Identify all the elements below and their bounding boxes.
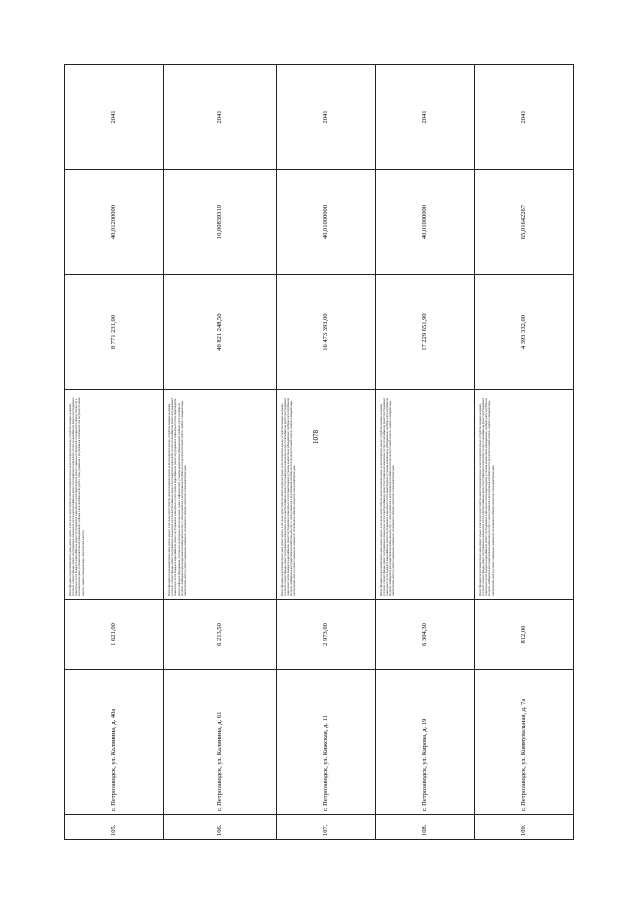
- table-row: [375, 65, 474, 840]
- capital-repair-table: [64, 64, 574, 840]
- area-cell: 6 213,50: [164, 600, 277, 670]
- rate-cell: 40,01000000: [375, 170, 474, 275]
- works-description-cell: Ремонт фундамента многоквартирного дома, ремонт крыши, в том числе переустройство невентилируемой крыши на вентилируемую крышу, устройство выходов на кровлю, утепление и ремонт фасада, ремонт внутридомовых инженерных систем электроснабжения, ремонт внутридомовых инженерных систем теплоснабжения, ремонт внутридомовых инженерных систем холодного водоснабжения, ремонт внутридомовых инженерных систем горячего водоснабжения, ремонт внутридомовых инженерных систем водоотведения, ремонт лифтового оборудования, признанного непригодным для эксплуатации, ремонт лифтовых шахт, установка коллективных (общедомовых) приборов учета потребления ресурсов, необходимых для предоставления коммунальных услуг, и узлов управления и регулирования потребления этих ресурсов (тепловой энергии, горячей и холодной воды, электрической энергии), ремонт подвальных помещений, относящихся к общему имуществу в многоквартирном доме: [164, 390, 277, 600]
- address-cell: г. Петрозаводск, ул. Калинина, д. 61: [164, 670, 277, 815]
- row-number: 106.: [164, 815, 277, 840]
- works-description-cell: Ремонт фундамента многоквартирного дома, ремонт крыши, в том числе переустройство невентилируемой крыши на вентилируемую крышу, устройство выходов на кровлю, утепление и ремонт фасада, ремонт внутридомовых инженерных систем электроснабжения, ремонт внутридомовых инженерных систем теплоснабжения, ремонт внутридомовых инженерных систем холодного водоснабжения, ремонт внутридомовых инженерных систем водоотведения, ремонт подвальных помещений, относящихся к общему имуществу в многоквартирном доме, установка коллективных (общедомовых) приборов учета потребления ресурсов и узлов управления и регулирования потребления этих ресурсов (тепловой энергии, горячей и холодной воды, электрической энергии): [65, 390, 164, 600]
- cost-cell: 17 229 651,90: [375, 275, 474, 390]
- cost-cell: 4 393 332,00: [474, 275, 573, 390]
- table-row: [65, 65, 164, 840]
- area-cell: 812,00: [474, 600, 573, 670]
- table-row: [164, 65, 277, 840]
- rate-cell: 65,01642267: [474, 170, 573, 275]
- table-row: [276, 65, 375, 840]
- address-cell: г. Петрозаводск, ул. Кижская, д. 11: [276, 670, 375, 815]
- address-cell: г. Петрозаводск, ул. Калинина, д. 40а: [65, 670, 164, 815]
- row-number: 109.: [474, 815, 573, 840]
- row-number: 107.: [276, 815, 375, 840]
- works-description-cell: Ремонт фундамента многоквартирного дома, ремонт крыши, в том числе переустройство невентилируемой крыши на вентилируемую крышу, устройство выходов на кровлю, утепление и ремонт фасада, ремонт внутридомовых инженерных систем электроснабжения, ремонт внутридомовых инженерных систем теплоснабжения, ремонт внутридомовых инженерных систем холодного водоснабжения, ремонт внутридомовых инженерных систем водоотведения, установка коллективных (общедомовых) приборов учета потребления ресурсов, необходимых для предоставления коммунальных услуг, и узлов управления и регулирования потребления этих ресурсов (тепловой энергии, горячей и холодной воды, электрической энергии), ремонт подвальных помещений, относящихся к общему имуществу в многоквартирном доме: [474, 390, 573, 600]
- works-description-cell: Ремонт фундамента многоквартирного дома, ремонт крыши, в том числе переустройство невентилируемой крыши на вентилируемую крышу, устройство выходов на кровлю, утепление и ремонт фасада, ремонт внутридомовых инженерных систем электроснабжения, ремонт внутридомовых инженерных систем теплоснабжения, ремонт внутридомовых инженерных систем холодного водоснабжения, ремонт внутридомовых инженерных систем водоотведения, установка коллективных (общедомовых) приборов учета потребления ресурсов, необходимых для предоставления коммунальных услуг, и узлов управления и регулирования потребления этих ресурсов (тепловой энергии, горячей и холодной воды, электрической энергии), ремонт подвальных помещений, относящихся к общему имуществу в многоквартирном доме: [375, 390, 474, 600]
- cost-cell: 8 771 231,00: [65, 275, 164, 390]
- page-number: 1078: [312, 430, 320, 444]
- area-cell: 2 973,00: [276, 600, 375, 670]
- year-cell: 2041: [164, 65, 277, 170]
- row-number: 105.: [65, 815, 164, 840]
- rate-cell: 40,01200000: [65, 170, 164, 275]
- rate-cell: 10,00839319: [164, 170, 277, 275]
- area-cell: 6 304,30: [375, 600, 474, 670]
- rotated-table-container: [64, 65, 574, 840]
- area-cell: 1 621,00: [65, 600, 164, 670]
- address-cell: г. Петрозаводск, ул. Кирова, д. 19: [375, 670, 474, 815]
- works-description-cell: Ремонт фундамента многоквартирного дома, ремонт крыши, в том числе переустройство невентилируемой крыши на вентилируемую крышу, устройство выходов на кровлю, утепление и ремонт фасада, ремонт внутридомовых инженерных систем электроснабжения, ремонт внутридомовых инженерных систем теплоснабжения, ремонт внутридомовых инженерных систем холодного водоснабжения, ремонт внутридомовых инженерных систем водоотведения, установка коллективных (общедомовых) приборов учета потребления ресурсов, необходимых для предоставления коммунальных услуг, и узлов управления и регулирования потребления этих ресурсов (тепловой энергии, горячей и холодной воды, электрической энергии), ремонт подвальных помещений, относящихся к общему имуществу в многоквартирном доме: [276, 390, 375, 600]
- year-cell: 2041: [375, 65, 474, 170]
- cost-cell: 16 473 393,00: [276, 275, 375, 390]
- year-cell: 2041: [65, 65, 164, 170]
- table-row: [474, 65, 573, 840]
- year-cell: 2041: [276, 65, 375, 170]
- document-table-wrapper: [64, 65, 574, 840]
- rate-cell: 40,01000000: [276, 170, 375, 275]
- row-number: 108.: [375, 815, 474, 840]
- cost-cell: 40 821 248,50: [164, 275, 277, 390]
- address-cell: г. Петрозаводск, ул. Коммунальная, д. 7а: [474, 670, 573, 815]
- year-cell: 2041: [474, 65, 573, 170]
